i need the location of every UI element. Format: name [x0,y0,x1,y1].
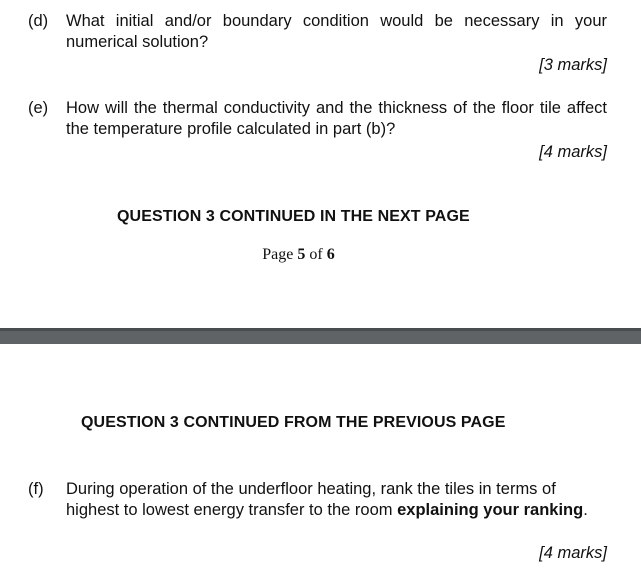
question-e-text: How will the thermal conductivity and the thickness of the floor tile affect the temperature profile calculated in part (b)? [66,99,607,138]
question-f-text-bold: explaining your ranking [397,501,584,519]
question-f-text-end: . [583,501,588,519]
question-f-marks: [4 marks] [539,544,607,562]
question-d-marks: [3 marks] [539,56,607,74]
continued-next-heading: QUESTION 3 CONTINUED IN THE NEXT PAGE [117,208,470,225]
page-6 [0,344,641,572]
continued-previous-heading: QUESTION 3 CONTINUED FROM THE PREVIOUS PAGE [81,414,506,431]
page-number [0,245,597,265]
question-e-label: (e) [28,99,49,117]
page-number-total: 6 [326,246,335,263]
question-d-text: What initial and/or boundary condition would be necessary in your numerical solution? [66,12,607,51]
question-f-text [66,479,607,521]
page-separator-edge [0,328,641,331]
question-f-label: (f) [28,480,44,498]
question-e-marks: [4 marks] [539,143,607,161]
question-d-label: (d) [28,12,49,30]
page-separator [0,328,641,344]
page-number-prefix: Page [262,246,294,263]
page-number-of: of [309,246,323,263]
question-f-text-start: During operation of the underfloor heating, rank the tiles in terms of highest to lowest energy transfer to the room [66,480,556,519]
page-number-current: 5 [297,246,306,263]
